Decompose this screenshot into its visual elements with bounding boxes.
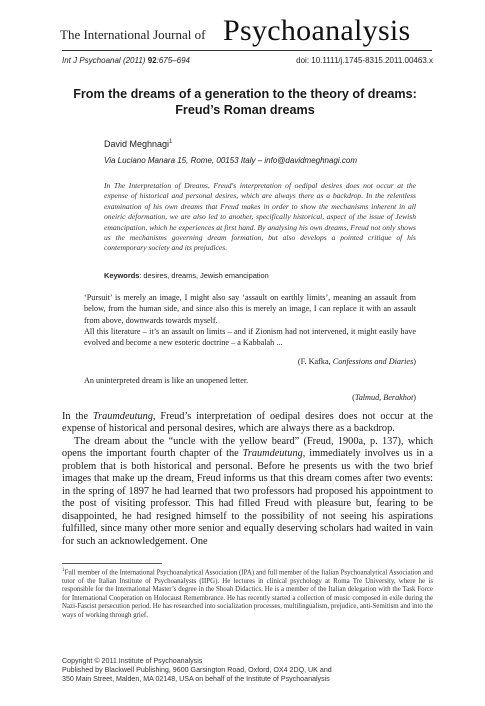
publisher-address-line: 350 Main Street, Malden, MA 02148, USA on behalf of the Institute of Psychoanalysis (62, 674, 330, 683)
body-text: , Freud’s interpretation of oedipal desires does not occur at the expense of historical and personal desires, which are always there as a backdrop. (62, 411, 434, 435)
abstract-text: , Freud's interpretation of oedipal desires does not occur at the expense of historical and personal desires, which are always there as a backdrop. In the relentless examination of his own dreams that Freud makes in order to show the mechanisms inherent in all oneiric deformation, we are also led to another, specifically historical, aspect of the issue of Jewish emancipation, which he experiences at first hand. By analysing his own dreams, Freud not only shows us the mechanisms governing dream formation, but also develops a pointed critique of his contemporary society and its prejudices. (104, 181, 416, 253)
keywords-text: : desires, dreams, Jewish emancipation (139, 271, 269, 280)
attribution-work: Talmud, Berakhot (354, 393, 414, 402)
copyright-line: Copyright © 2011 Institute of Psychoanalysis (62, 657, 203, 665)
body-emphasis: Traumdeutung (242, 448, 303, 460)
citation-volume: 92 (147, 56, 157, 65)
keywords (104, 271, 269, 280)
footnote-rule (62, 563, 162, 564)
attribution-pre: (F. Kafka, (297, 357, 333, 366)
epigraph-attribution-kafka (298, 357, 416, 366)
body-emphasis: Traumdeutung (92, 411, 153, 422)
author-footnote-marker[interactable]: 1 (169, 139, 173, 145)
footnote-marker: 1 (62, 568, 65, 573)
author-name (104, 139, 172, 149)
abstract-lead: In The Interpretation of Dreams (104, 181, 208, 190)
author-name-text: David Meghnagi (104, 139, 170, 149)
journal-name-prefix: The International Journal of (60, 27, 206, 42)
publisher-line: Published by Blackwell Publishing, 9600 Garsington Road, Oxford, OX4 2DQ, UK and (62, 665, 332, 674)
article-title: From the dreams of a generation to the theory of dreams: Freud’s Roman dreams (73, 87, 417, 117)
journal-abbreviation: Int J Psychoanal (62, 56, 121, 65)
author-address: Via Luciano Manara 15, Rome, 00153 Italy – info@davidmeghnagi.com (104, 156, 358, 165)
body-paragraph (62, 411, 433, 436)
body-text: The dream about the “uncle with the yellow beard” (Freud, 1900a, p. 137), which opens the important fourth chapter of the (62, 435, 433, 460)
footnote-text: Full member of the International Psychoanalytical Association (IPA) and full member of the Italian Psychoanalytical Association and tutor of the Italian Institute of Psychoanalysts (IIPG). He lectures in clinical psychology at Roma Tre University, where he is responsible for the International Master’s degree in the Shoah Didactics. He is a member of the Italian delegation with the Task Force for International Cooperation on Holocaust Remembrance. He has recently started a collection of music composed in exile during the Nazi-Fascist persecution period. He has researched into socialization processes, multilingualism, prejudice, anti-Semitism and into the ways of working through grief. (62, 569, 433, 620)
citation-pages: :675–694 (156, 56, 190, 65)
epigraph-third: An uninterpreted dream is like an unopened letter. (84, 376, 249, 385)
body-paragraph (62, 436, 433, 548)
attribution-pre: ( (352, 393, 355, 402)
attribution-post: ) (413, 393, 416, 402)
article-body (62, 411, 433, 548)
copyright-notice (62, 657, 442, 683)
doi-link[interactable]: doi: 10.1111/j.1745-8315.2011.00463.x (296, 56, 433, 65)
body-text: , immediately involves us in a problem that is both historical and personal. Before he presents us with the two brief images that make up the dream, Freud informs us that this dream comes after two events: in the spring of 1897 he had learned that two professors had proposed his appointment to the post of visiting professor. This had filled Freud with pleasure but, fearing to be disappointed, he had resigned himself to the possibility of not seeing his aspirations fulfilled, since many other more senior and equally deserving scholars had waited in vain for such an acknowledgement. One (62, 448, 433, 547)
citation-line (62, 56, 190, 65)
epigraph-first: ‘Pursuit’ is merely an image, I might also say ‘assault on earthly limits’, meaning an assault from below, from the human side, and since also this is merely an image, I can replace it with an assault from above, downwards towards myself. (84, 293, 416, 325)
epigraph-attribution-talmud (352, 393, 416, 402)
keywords-label: Keywords (104, 271, 140, 280)
attribution-work: Confessions and Diaries (332, 357, 414, 366)
footnote (62, 567, 433, 621)
masthead-rule (62, 50, 432, 51)
epigraph-second: All this literature – it’s an assault on limits – and if Zionism had not intervened, it might easily have evolved and become a new esoteric doctrine – a Kabbalah ... (84, 327, 416, 348)
journal-masthead (60, 14, 430, 48)
abstract (104, 181, 416, 254)
body-text: In the (62, 411, 93, 422)
attribution-post: ) (413, 357, 416, 366)
citation-year: (2011) (122, 56, 146, 65)
journal-name: Psychoanalysis (223, 14, 411, 47)
